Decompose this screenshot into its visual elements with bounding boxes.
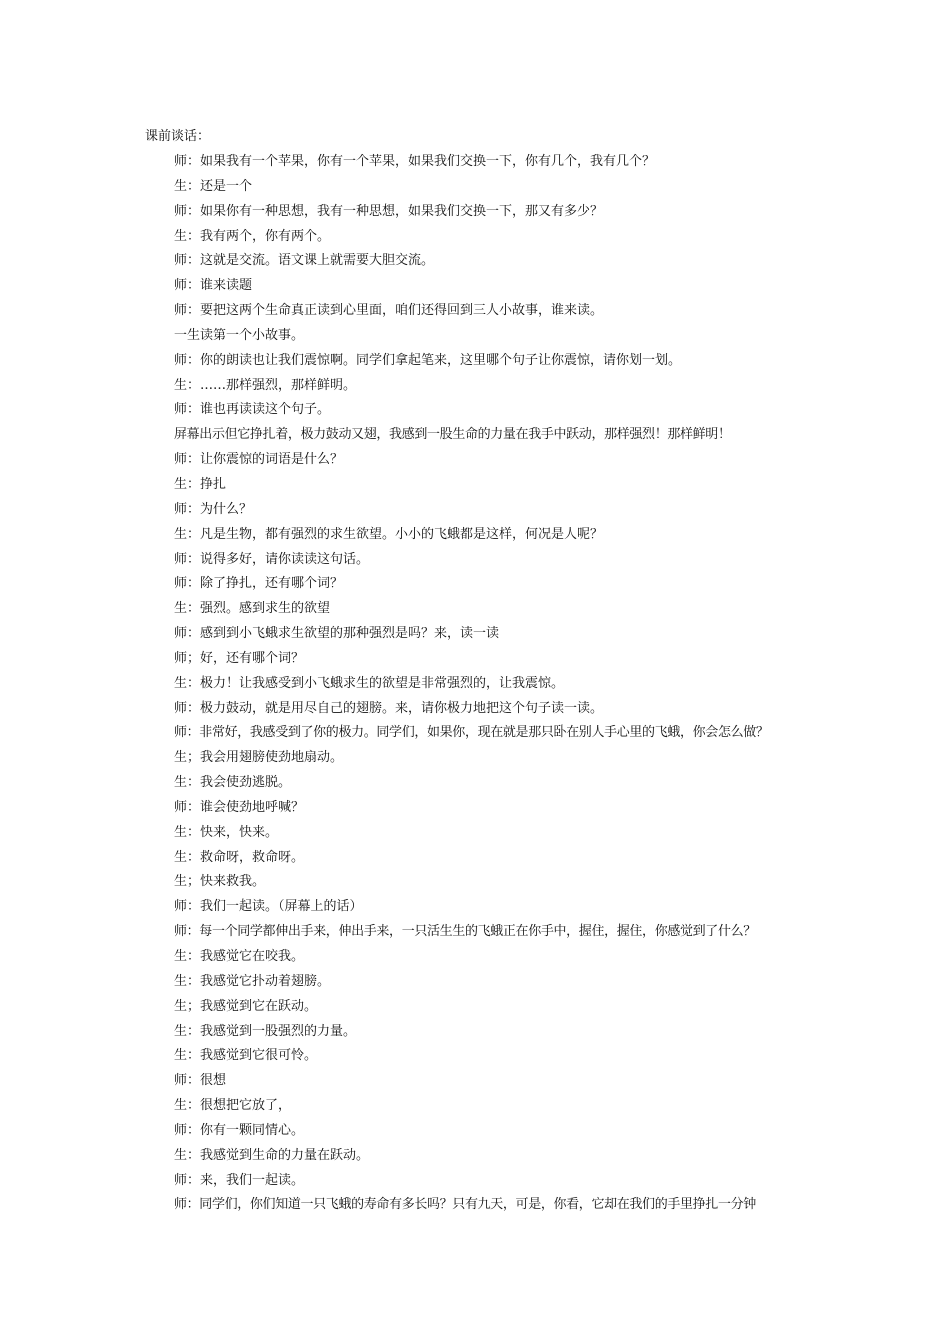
dialogue-line: 师：说得多好，请你读读这句话。: [174, 551, 370, 567]
dialogue-line: 生：我感觉到一股强烈的力量。: [174, 1023, 357, 1039]
dialogue-line: 师：来，我们一起读。: [174, 1172, 305, 1188]
dialogue-line: 生：挣扎: [174, 476, 227, 492]
dialogue-line: 师：非常好，我感受到了你的极力。同学们，如果你，现在就是那只卧在别人手心里的飞蛾，你会怎么做？: [174, 725, 769, 741]
section-heading: 课前谈话：: [145, 129, 211, 144]
dialogue-line: 生：……那样强烈，那样鲜明。: [174, 377, 357, 393]
dialogue-line: 生：我有两个，你有两个。: [174, 228, 331, 244]
dialogue-line: 生：快来，快来。: [174, 824, 279, 840]
dialogue-line: 师：每一个同学都伸出手来，伸出手来，一只活生生的飞蛾正在你手中，握住，握住，你感觉到了什么？: [174, 924, 756, 940]
dialogue-line: 生：救命呀，救命呀。: [174, 849, 305, 865]
dialogue-lines: [174, 152, 874, 1220]
dialogue-line: 生；我感觉到它在跃动。: [174, 998, 318, 1014]
dialogue-line: 生：强烈。感到求生的欲望: [174, 601, 331, 617]
dialogue-line: 师：我们一起读。（屏幕上的话）: [174, 899, 363, 915]
dialogue-line: 师：除了挣扎，还有哪个词？: [174, 576, 344, 592]
dialogue-line: 师：为什么？: [174, 501, 253, 517]
dialogue-line: 师：极力鼓动，就是用尽自己的翅膀。来，请你极力地把这个句子读一读。: [174, 700, 604, 716]
dialogue-line: 生；我会用翅膀使劲地扇动。: [174, 750, 344, 766]
dialogue-line: 师；好，还有哪个词？: [174, 650, 305, 666]
dialogue-line: 生；快来救我。: [174, 874, 266, 890]
dialogue-line: 师：谁会使劲地呼喊？: [174, 799, 305, 815]
dialogue-line: 师：同学们，你们知道一只飞蛾的寿命有多长吗？只有九天，可是，你看，它却在我们的手里挣扎一分钟: [174, 1197, 756, 1213]
dialogue-line: 生：很想把它放了，: [174, 1098, 292, 1114]
dialogue-line: 生：我感觉它在咬我。: [174, 949, 305, 964]
dialogue-line: 师：谁也再读读这个句子。: [174, 402, 331, 418]
dialogue-line: 师：要把这两个生命真正读到心里面，咱们还得回到三人小故事，谁来读。: [174, 303, 604, 319]
dialogue-line: 生：还是一个: [174, 178, 253, 194]
dialogue-line: 生：我感觉它扑动着翅膀。: [174, 973, 331, 989]
dialogue-line: 师：如果你有一种思想，我有一种思想，如果我们交换一下，那又有多少？: [174, 203, 604, 219]
dialogue-line: 师：如果我有一个苹果，你有一个苹果，如果我们交换一下，你有几个，我有几个？: [174, 154, 656, 169]
dialogue-line: 师：很想: [174, 1073, 227, 1089]
dialogue-line: 一生读第一个小故事。: [174, 327, 305, 343]
dialogue-line: 师：感到到小飞蛾求生欲望的那种强烈是吗？来，读一读: [174, 626, 500, 642]
dialogue-line: 生：极力！让我感受到小飞蛾求生的欲望是非常强烈的，让我震惊。: [174, 675, 565, 691]
dialogue-line: 师：你有一颗同情心。: [174, 1122, 305, 1138]
dialogue-line: 生：我会使劲逃脱。: [174, 775, 292, 791]
dialogue-line: 生：我感觉到它很可怜。: [174, 1048, 318, 1064]
dialogue-line: 师：你的朗读也让我们震惊啊。同学们拿起笔来，这里哪个句子让你震惊，请你划一划。: [174, 352, 682, 368]
dialogue-line: 屏幕出示但它挣扎着，极力鼓动又翅，我感到一股生命的力量在我手中跃动，那样强烈！那样鲜明！: [174, 427, 731, 443]
dialogue-line: 师：谁来读题: [174, 278, 253, 294]
dialogue-line: 生：我感觉到生命的力量在跃动。: [174, 1147, 370, 1163]
dialogue-line: 师：让你震惊的词语是什么？: [174, 452, 344, 468]
dialogue-line: 生：凡是生物，都有强烈的求生欲望。小小的飞蛾都是这样，何况是人呢？: [174, 526, 604, 542]
dialogue-line: 师：这就是交流。语文课上就需要大胆交流。: [174, 253, 435, 269]
